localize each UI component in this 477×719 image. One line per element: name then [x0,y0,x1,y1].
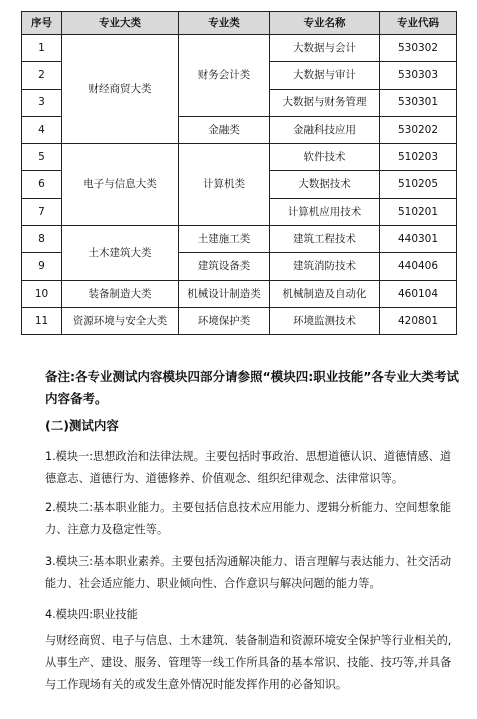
cell-no: 7 [22,198,62,225]
cell-code: 460104 [380,280,457,307]
cell-major-class: 土木建筑大类 [62,226,179,281]
cell-major-class: 装备制造大类 [62,280,179,307]
cell-major-class: 资源环境与安全大类 [62,307,179,334]
table-row [22,144,457,171]
cell-code: 510203 [380,144,457,171]
cell-name: 环境监测技术 [270,307,380,334]
header-name: 专业名称 [270,12,380,35]
majors-table [21,11,457,335]
cell-code: 440406 [380,253,457,280]
cell-code: 420801 [380,307,457,334]
cell-name: 建筑工程技术 [270,226,380,253]
cell-category: 环境保护类 [179,307,270,334]
cell-category: 计算机类 [179,144,270,226]
cell-major-class: 财经商贸大类 [62,35,179,144]
cell-name: 大数据与财务管理 [270,89,380,116]
cell-no: 3 [22,89,62,116]
section-title: (二)测试内容 [45,418,119,433]
paragraph-module-4: 4.模块四:职业技能 [45,608,138,621]
header-no: 序号 [22,12,62,35]
cell-category: 机械设计制造类 [179,280,270,307]
cell-major-class: 电子与信息大类 [62,144,179,226]
cell-name: 机械制造及自动化 [270,280,380,307]
cell-no: 4 [22,116,62,143]
cell-code: 510201 [380,198,457,225]
cell-no: 10 [22,280,62,307]
cell-category: 建筑设备类 [179,253,270,280]
cell-no: 9 [22,253,62,280]
cell-no: 5 [22,144,62,171]
cell-name: 大数据技术 [270,171,380,198]
cell-no: 6 [22,171,62,198]
table-row [22,35,457,62]
cell-no: 11 [22,307,62,334]
cell-category: 土建施工类 [179,226,270,253]
cell-code: 530302 [380,35,457,62]
cell-name: 大数据与审计 [270,62,380,89]
cell-no: 2 [22,62,62,89]
header-major-class: 专业大类 [62,12,179,35]
header-category: 专业类 [179,12,270,35]
paragraph-module-1: 1.模块一:思想政治和法律法规。主要包括时事政治、思想道德认识、道德情感、道德意志、道德行为、道德修养、价值观念、组织纪律观念、法律常识等。 [45,450,452,485]
header-code: 专业代码 [380,12,457,35]
paragraph-module-4-body: 与财经商贸、电子与信息、土木建筑、装备制造和资源环境安全保护等行业相关的,从事生产、建设、服务、管理等一线工作所具备的基本常识、技能、技巧等,并具备与工作现场有关的或发生意外情况时能发挥作用的必备知识。 [45,634,452,691]
table-row [22,280,457,307]
cell-code: 530303 [380,62,457,89]
cell-code: 440301 [380,226,457,253]
cell-no: 1 [22,35,62,62]
cell-code: 510205 [380,171,457,198]
table-row [22,307,457,334]
cell-name: 计算机应用技术 [270,198,380,225]
table-row [22,226,457,253]
table-note: 备注:各专业测试内容模块四部分请参照“模块四:职业技能”各专业大类考试内容备考。 [45,369,459,406]
paragraph-module-2: 2.模块二:基本职业能力。主要包括信息技术应用能力、逻辑分析能力、空间想象能力、注意力及稳定性等。 [45,501,452,536]
cell-no: 8 [22,226,62,253]
cell-category: 金融类 [179,116,270,143]
cell-name: 金融科技应用 [270,116,380,143]
cell-name: 大数据与会计 [270,35,380,62]
cell-name: 建筑消防技术 [270,253,380,280]
cell-code: 530301 [380,89,457,116]
table-header-row [22,12,457,35]
paragraph-module-3: 3.模块三:基本职业素养。主要包括沟通解决能力、语言理解与表达能力、社交活动能力、社会适应能力、职业倾向性、合作意识与解决问题的能力等。 [45,555,452,590]
cell-category: 财务会计类 [179,35,270,117]
cell-name: 软件技术 [270,144,380,171]
cell-code: 530202 [380,116,457,143]
